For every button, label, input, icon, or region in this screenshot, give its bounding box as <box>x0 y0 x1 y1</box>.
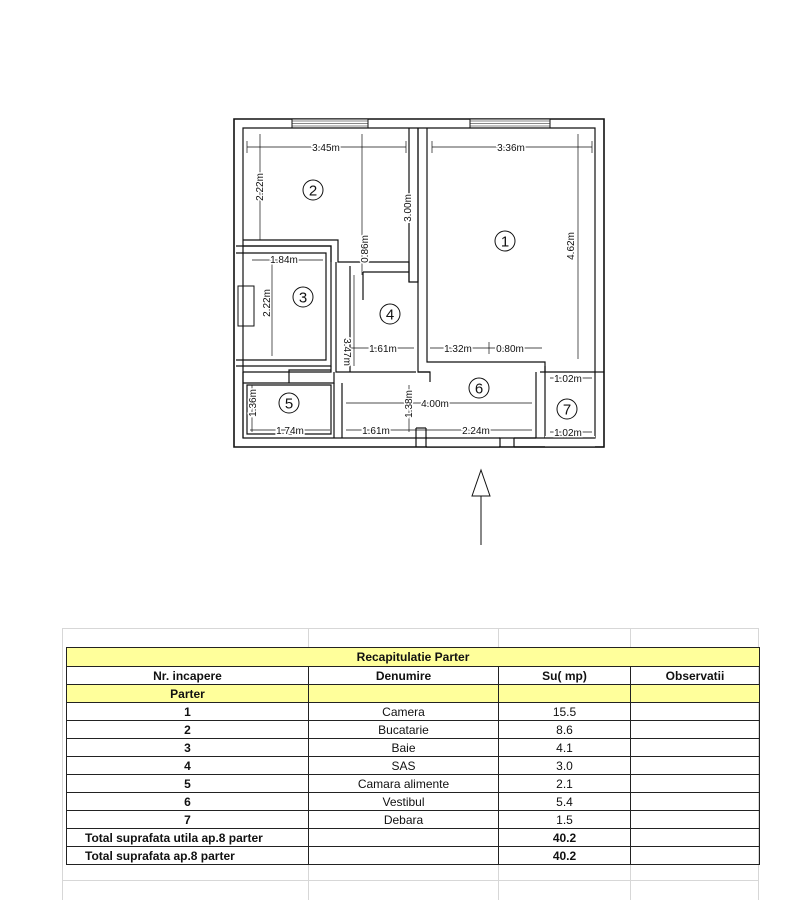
room-area: 2.1 <box>499 775 631 793</box>
table-row <box>67 703 760 721</box>
dim-r7-bottom: 1.02m <box>554 428 582 439</box>
table-row <box>67 721 760 739</box>
room-area: 3.0 <box>499 757 631 775</box>
total-label: Total suprafata utila ap.8 parter <box>67 829 309 847</box>
room-obs <box>631 703 760 721</box>
summary-table <box>66 647 760 865</box>
dim-r6-width: 4.00m <box>421 399 449 410</box>
room-obs <box>631 721 760 739</box>
dim-r3-width: 1.84m <box>270 255 298 266</box>
window-top-right <box>470 119 550 128</box>
room-name: Bucatarie <box>309 721 499 739</box>
room-name: Camera <box>309 703 499 721</box>
table-row <box>67 811 760 829</box>
total-area: 40.2 <box>499 847 631 865</box>
dim-r4-small: 0.86m <box>360 235 371 263</box>
room-name: Camara alimente <box>309 775 499 793</box>
room-nr: 2 <box>67 721 309 739</box>
room-number: 1 <box>500 233 510 251</box>
dim-r1-width: 3.36m <box>497 143 525 154</box>
table-header-row <box>67 667 760 685</box>
table-row <box>67 757 760 775</box>
entrance-arrow-icon <box>472 470 490 545</box>
dim-r6-height: 1.38m <box>404 390 415 418</box>
room-number: 6 <box>474 380 484 398</box>
room-number: 7 <box>562 401 572 419</box>
section-row <box>67 685 760 703</box>
room-obs <box>631 775 760 793</box>
room-area: 15.5 <box>499 703 631 721</box>
room-obs <box>631 793 760 811</box>
room-name: SAS <box>309 757 499 775</box>
dim-r2-width: 3.45m <box>312 143 340 154</box>
dim-r4-width: 1.61m <box>369 344 397 355</box>
dimension-lines <box>247 134 592 432</box>
room-number: 4 <box>385 306 395 324</box>
room-area: 5.4 <box>499 793 631 811</box>
dim-r6-bottom-right: 2.24m <box>462 426 490 437</box>
section-label: Parter <box>67 685 309 703</box>
room-nr: 1 <box>67 703 309 721</box>
dim-r3-height: 2.22m <box>262 289 273 317</box>
room-name: Baie <box>309 739 499 757</box>
table-title: Recapitulatie Parter <box>67 648 760 667</box>
total-row-overall <box>67 847 760 865</box>
table-row <box>67 775 760 793</box>
total-label: Total suprafata ap.8 parter <box>67 847 309 865</box>
total-area: 40.2 <box>499 829 631 847</box>
table-row <box>67 739 760 757</box>
room-obs <box>631 811 760 829</box>
room-nr: 6 <box>67 793 309 811</box>
room-number: 5 <box>284 395 294 413</box>
dim-r7-top: 1.02m <box>554 374 582 385</box>
total-row-useful <box>67 829 760 847</box>
room-nr: 7 <box>67 811 309 829</box>
room-area: 1.5 <box>499 811 631 829</box>
dim-r5-width: 1.74m <box>276 426 304 437</box>
room-obs <box>631 739 760 757</box>
room-nr: 4 <box>67 757 309 775</box>
room-number: 2 <box>308 182 318 200</box>
dim-r6-bottom-left: 1.61m <box>362 426 390 437</box>
room-nr: 3 <box>67 739 309 757</box>
room-area: 8.6 <box>499 721 631 739</box>
column-header: Nr. incapere <box>67 667 309 685</box>
dim-r2-height: 2.22m <box>255 173 266 201</box>
column-header: Observatii <box>631 667 760 685</box>
column-header: Denumire <box>309 667 499 685</box>
table-title-row <box>67 648 760 667</box>
room-name: Debara <box>309 811 499 829</box>
window-top-left <box>292 119 368 128</box>
room-number: 3 <box>298 289 308 307</box>
dim-r1-bottom-right: 0.80m <box>496 344 524 355</box>
room-obs <box>631 757 760 775</box>
table-row <box>67 793 760 811</box>
room-nr: 5 <box>67 775 309 793</box>
dim-r1-height: 4.62m <box>566 232 577 260</box>
dim-r4-height: 3.47m <box>341 338 352 366</box>
room-name: Vestibul <box>309 793 499 811</box>
room-area: 4.1 <box>499 739 631 757</box>
dim-r1-bottom-left: 1.32m <box>444 344 472 355</box>
dim-r2-depth: 3.00m <box>403 194 414 222</box>
column-header: Su( mp) <box>499 667 631 685</box>
dim-r5-height: 1.36m <box>248 389 259 417</box>
